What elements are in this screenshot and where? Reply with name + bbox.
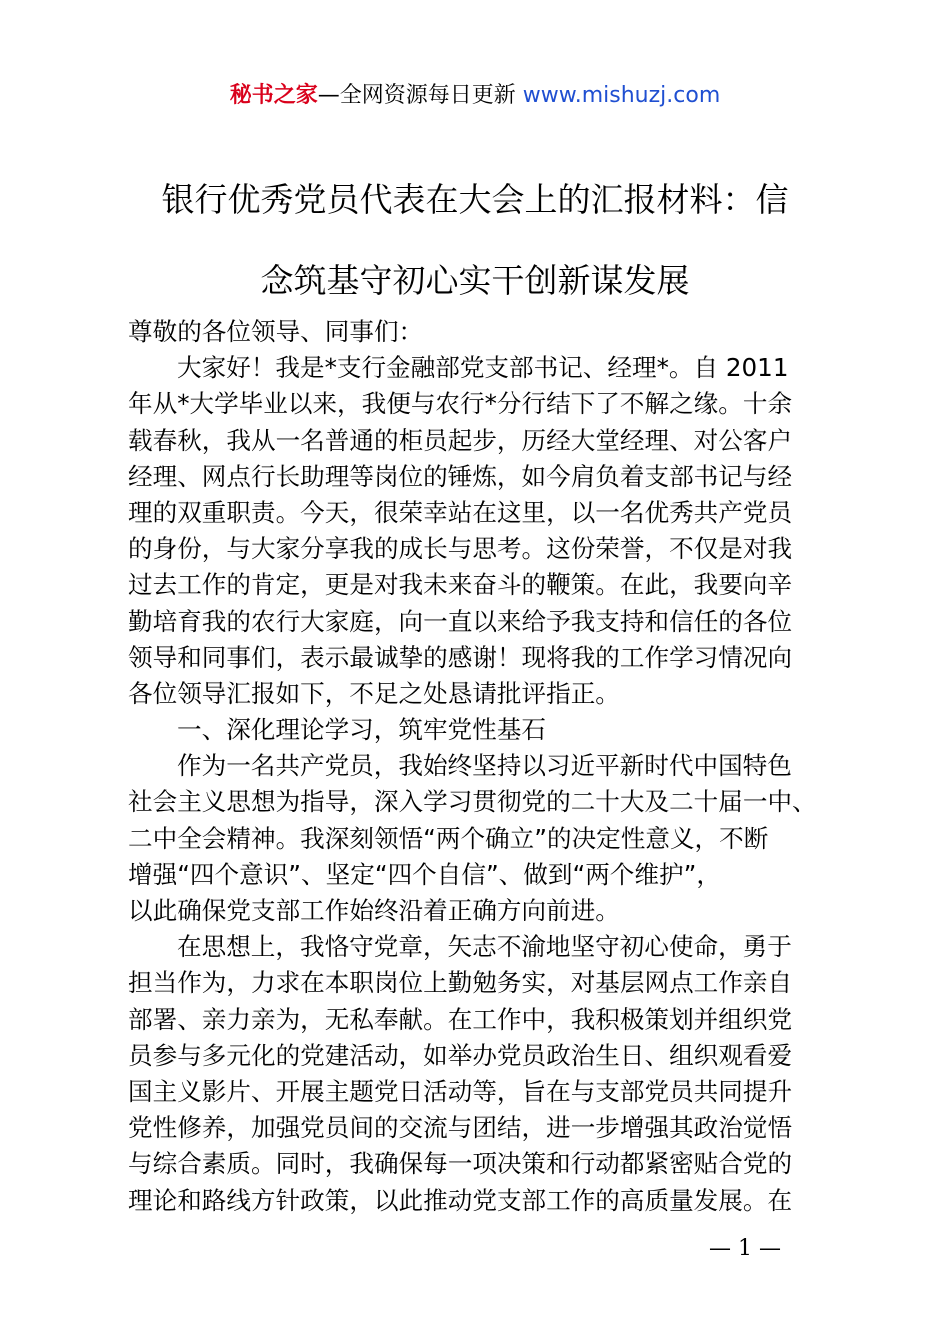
site-header — [0, 80, 950, 112]
paragraph-line: 在思想上，我恪守党章，矢志不渝地坚守初心使命，勇于 — [177, 932, 792, 962]
paragraph-line: 与综合素质。同时，我确保每一项决策和行动都紧密贴合党的 — [128, 1149, 793, 1179]
paragraph-line: 的身份，与大家分享我的成长与思考。这份荣誉，不仅是对我 — [128, 534, 793, 564]
title-line-1: 银行优秀党员代表在大会上的汇报材料：信 — [161, 180, 789, 219]
section-heading: 一、深化理论学习，筑牢党性基石 — [177, 715, 546, 745]
paragraph-line: 过去工作的肯定，更是对我未来奋斗的鞭策。在此，我要向辛 — [128, 570, 793, 600]
document-body — [128, 314, 834, 1219]
paragraph-line: 二中全会精神。我深刻领悟“两个确立”的决定性意义，不断 — [128, 823, 769, 853]
salutation: 尊敬的各位领导、同事们： — [128, 317, 424, 346]
paragraph-line: 党性修养，加强党员间的交流与团结，进一步增强其政治觉悟 — [128, 1113, 793, 1143]
paragraph-line: 社会主义思想为指导，深入学习贯彻党的二十大及二十届一中、 — [128, 787, 817, 817]
paragraph-line: 大家好！我是*支行金融部党支部书记、经理*。自 2011 — [177, 353, 789, 383]
paragraph-line: 经理、网点行长助理等岗位的锤炼，如今肩负着支部书记与经 — [128, 461, 793, 491]
site-tagline: —全网资源每日更新 — [317, 83, 516, 108]
paragraph-line: 勤培育我的农行大家庭，向一直以来给予我支持和信任的各位 — [128, 606, 793, 636]
paragraph-line: 以此确保党支部工作始终沿着正确方向前进。 — [128, 896, 620, 925]
site-brand: 秘书之家 — [229, 83, 318, 108]
paragraph-line: 增强“四个意识”、坚定“四个自信”、做到“两个维护”， — [128, 859, 721, 889]
paragraph-line: 部署、亲力亲为，无私奉献。在工作中，我积极策划并组织党 — [128, 1004, 793, 1034]
paragraph-line: 领导和同事们，表示最诚挚的感谢！现将我的工作学习情况向 — [128, 642, 793, 672]
page-number: — 1 — — [709, 1236, 781, 1261]
site-url-link[interactable]: www.mishuzj.com — [522, 83, 721, 108]
paragraph-line: 员参与多元化的党建活动，如举办党员政治生日、组织观看爱 — [128, 1040, 793, 1070]
title-line-2: 念筑基守初心实干创新谋发展 — [260, 261, 690, 300]
paragraph-line: 作为一名共产党员，我始终坚持以习近平新时代中国特色 — [177, 751, 792, 781]
paragraph-line: 担当作为，力求在本职岗位上勤勉务实，对基层网点工作亲自 — [128, 968, 793, 998]
paragraph-line: 理的双重职责。今天，很荣幸站在这里，以一名优秀共产党员 — [128, 497, 793, 527]
paragraph-line: 各位领导汇报如下，不足之处恳请批评指正。 — [128, 678, 620, 708]
paragraph-line: 年从*大学毕业以来，我便与农行*分行结下了不解之缘。十余 — [128, 389, 793, 419]
paragraph-line: 国主义影片、开展主题党日活动等，旨在与支部党员共同提升 — [128, 1076, 793, 1106]
paragraph-line: 理论和路线方针政策，以此推动党支部工作的高质量发展。在 — [128, 1185, 793, 1215]
paragraph-line: 载春秋，我从一名普通的柜员起步，历经大堂经理、对公客户 — [128, 425, 793, 455]
